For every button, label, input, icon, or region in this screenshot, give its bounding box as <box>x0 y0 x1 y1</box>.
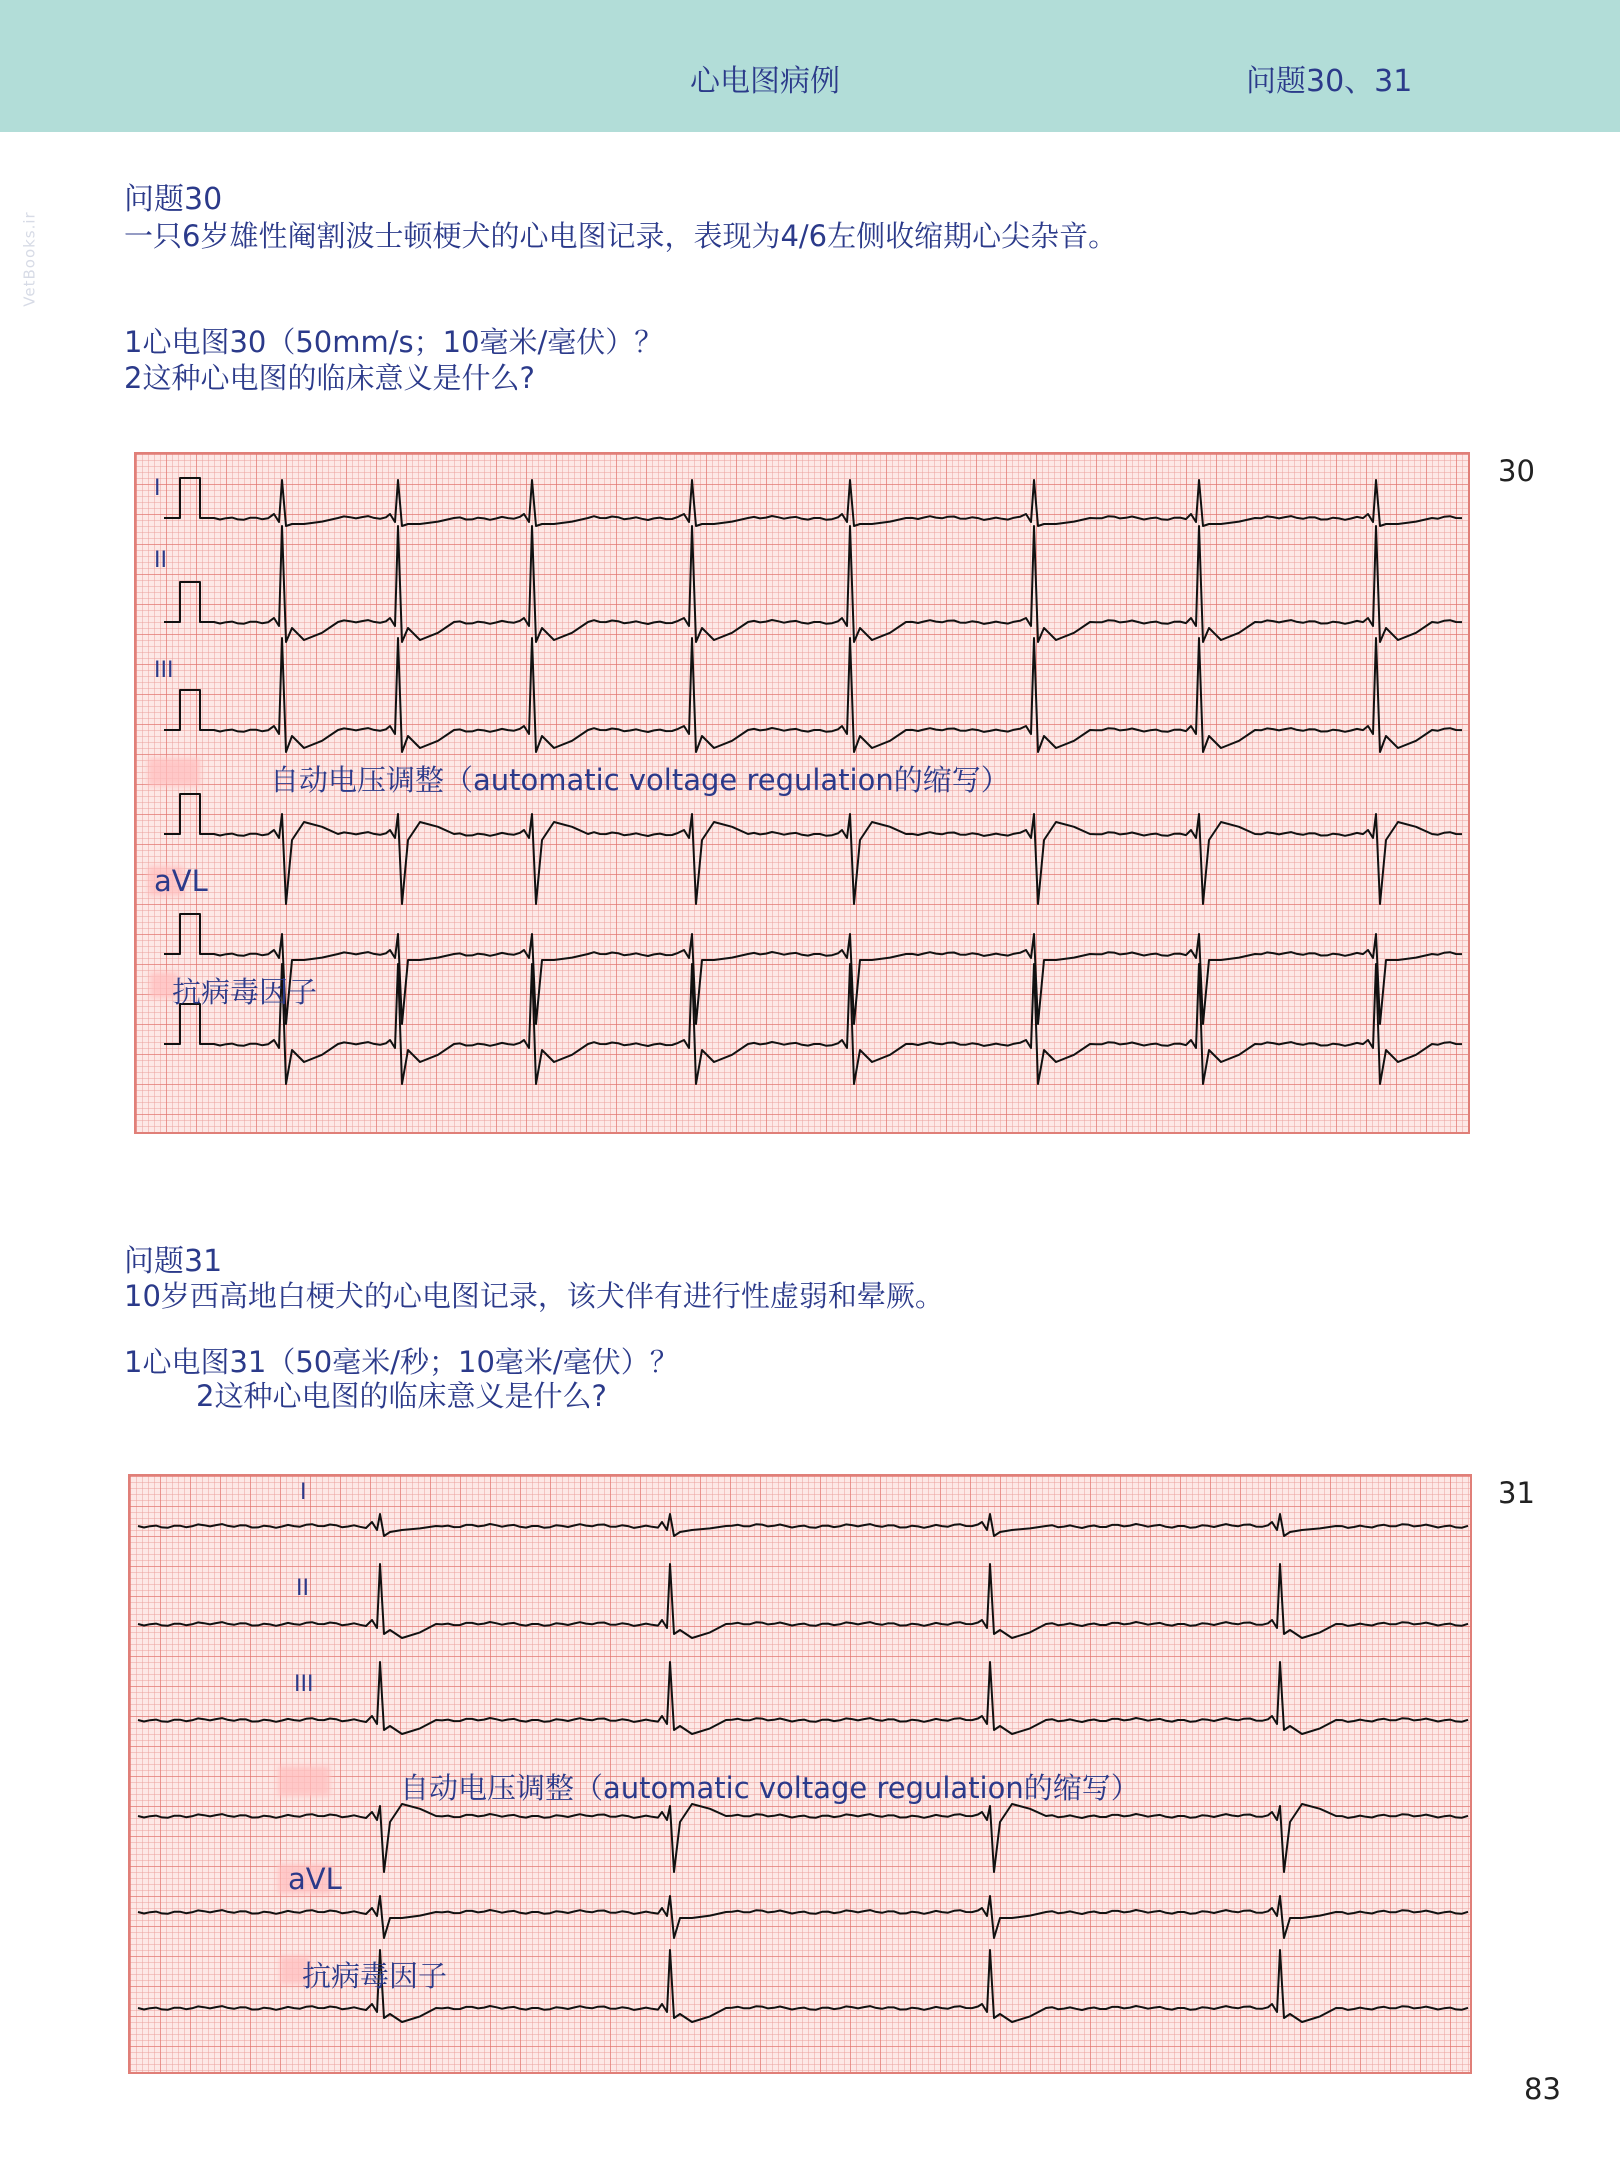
header-title: 心电图病例 <box>690 64 840 99</box>
q30-question-2: 2这种心电图的临床意义是什么? <box>124 361 535 395</box>
q31-figure-label: 31 <box>1498 1476 1535 1510</box>
q31-question-2: 2这种心电图的临床意义是什么? <box>196 1379 607 1413</box>
q30-title: 问题30 <box>124 182 223 217</box>
ecg31-lead-ii-trace <box>138 1564 1468 1638</box>
ecg31-lead-i-trace <box>138 1514 1468 1536</box>
q31-description: 10岁西高地白梗犬的心电图记录，该犬伴有进行性虚弱和晕厥。 <box>124 1279 944 1313</box>
ecg30-strip <box>134 452 1470 1134</box>
ecg30-overlay-avf: 抗病毒因子 <box>172 975 318 1009</box>
ecg30-lead-ii-trace <box>164 526 1462 642</box>
q31-question-1: 1心电图31（50毫米/秒；10毫米/毫伏）？ <box>124 1345 679 1379</box>
ecg30-lead-label-ii: II <box>154 548 167 573</box>
ecg31-overlay-avl: aVL <box>288 1862 342 1896</box>
ecg30-lead-i-trace <box>164 478 1462 526</box>
ecg30-redaction <box>148 758 200 786</box>
ecg31-lead-avl-trace <box>138 1896 1468 1938</box>
ecg30-overlay-avl: aVL <box>154 864 208 898</box>
q30-question-1: 1心电图30（50mm/s；10毫米/毫伏）？ <box>124 325 664 359</box>
header-question-numbers: 问题30、31 <box>1246 64 1413 99</box>
ecg31-lead-label-i: I <box>300 1480 307 1505</box>
ecg31-overlay-avr: 自动电压调整（automatic voltage regulation的缩写） <box>400 1771 1140 1805</box>
ecg31-overlay-avf: 抗病毒因子 <box>302 1959 448 1993</box>
ecg31-strip <box>128 1474 1472 2074</box>
ecg30-lead-avl-trace <box>164 914 1462 1024</box>
q30-description: 一只6岁雄性阉割波士顿梗犬的心电图记录，表现为4/6左侧收缩期心尖杂音。 <box>124 219 1118 253</box>
ecg30-lead-avf-trace <box>164 964 1462 1084</box>
q30-figure-label: 30 <box>1498 454 1535 488</box>
ecg31-lead-label-iii: III <box>294 1672 314 1697</box>
ecg31-lead-label-ii: II <box>296 1576 309 1601</box>
ecg30-overlay-avr: 自动电压调整（automatic voltage regulation的缩写） <box>270 763 1010 797</box>
page-number: 83 <box>1524 2072 1561 2106</box>
q31-title: 问题31 <box>124 1244 223 1279</box>
ecg30-lead-avr-trace <box>164 794 1462 904</box>
watermark: VetBooks.ir <box>20 211 39 307</box>
ecg30-lead-label-i: I <box>154 476 161 501</box>
ecg31-lead-iii-trace <box>138 1662 1468 1734</box>
ecg30-lead-label-iii: III <box>154 658 174 683</box>
ecg31-redaction <box>278 1766 330 1796</box>
ecg30-lead-iii-trace <box>164 638 1462 752</box>
page-header <box>0 0 1620 132</box>
